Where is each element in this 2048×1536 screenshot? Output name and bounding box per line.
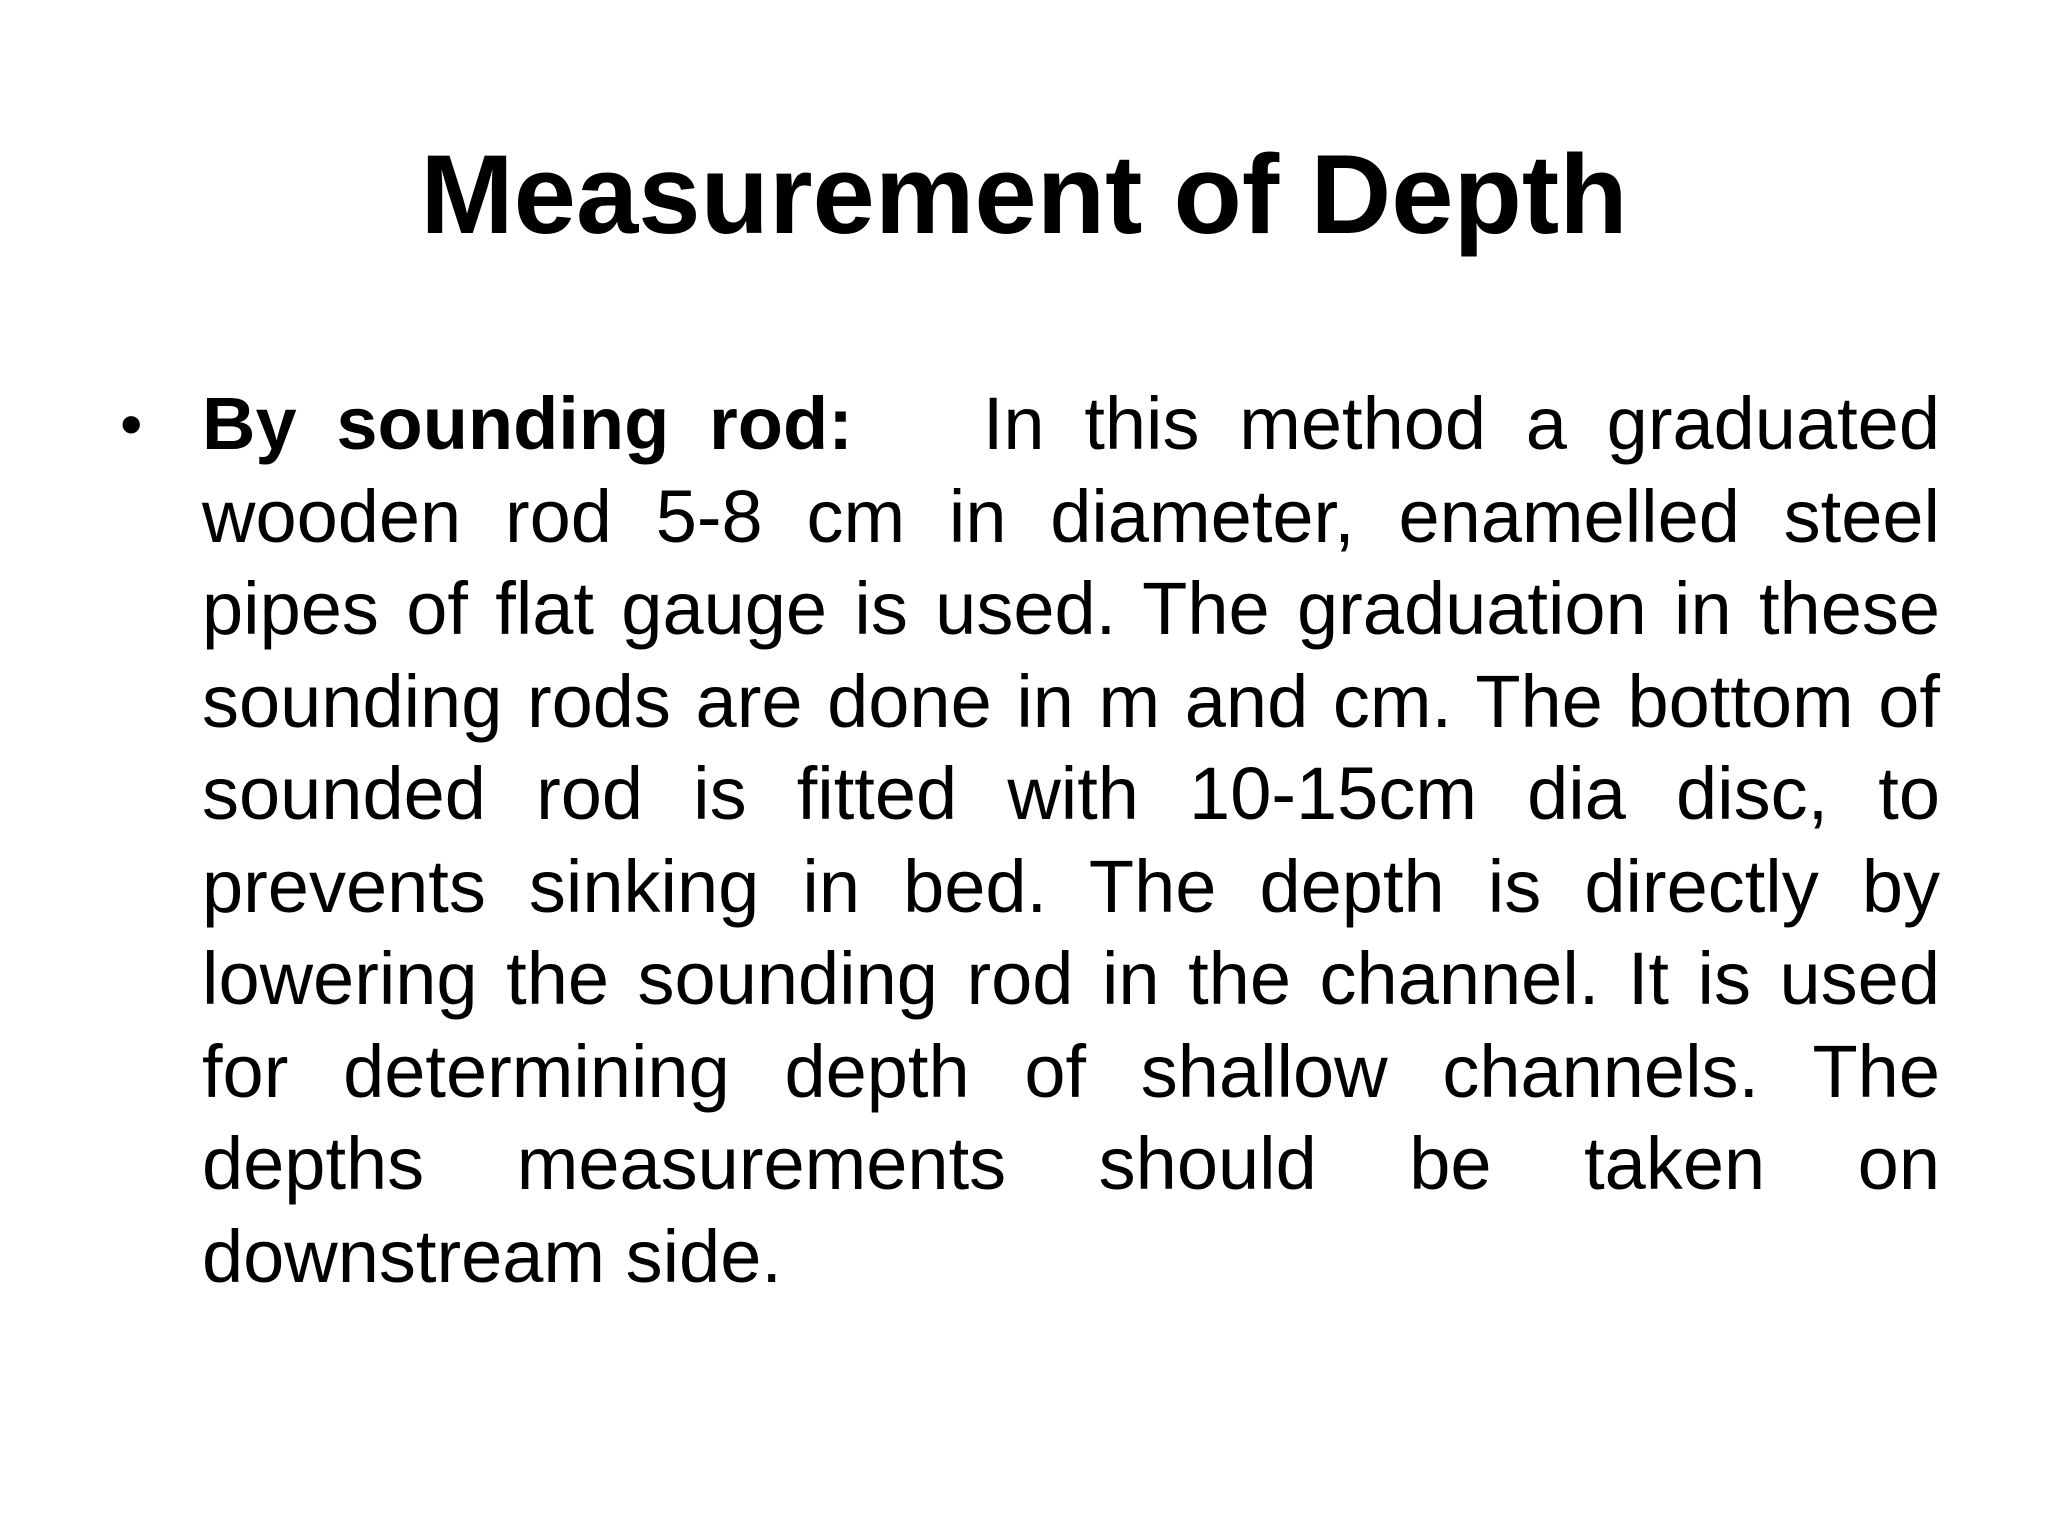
- bullet-list: [120, 378, 1940, 1303]
- bullet-term: By sounding rod:: [202, 382, 853, 465]
- bullet-icon: •: [120, 388, 143, 460]
- slide-title: Measurement of Depth: [420, 132, 1628, 257]
- bullet-text: In this method a graduated wooden rod 5-8 cm in diameter, enamelled steel pipes of flat gauge is used. The graduation in these sounding rods are done in m and cm. The bottom of sounded rod is fitted with 10-15cm dia disc, to prevents sinking in bed. The depth is directly by lowering the sounding rod in the channel. It is used for determining depth of shallow channels. The depths measurements should be taken on downstream side.: [202, 382, 1940, 1298]
- bullet-item: [120, 378, 1940, 1303]
